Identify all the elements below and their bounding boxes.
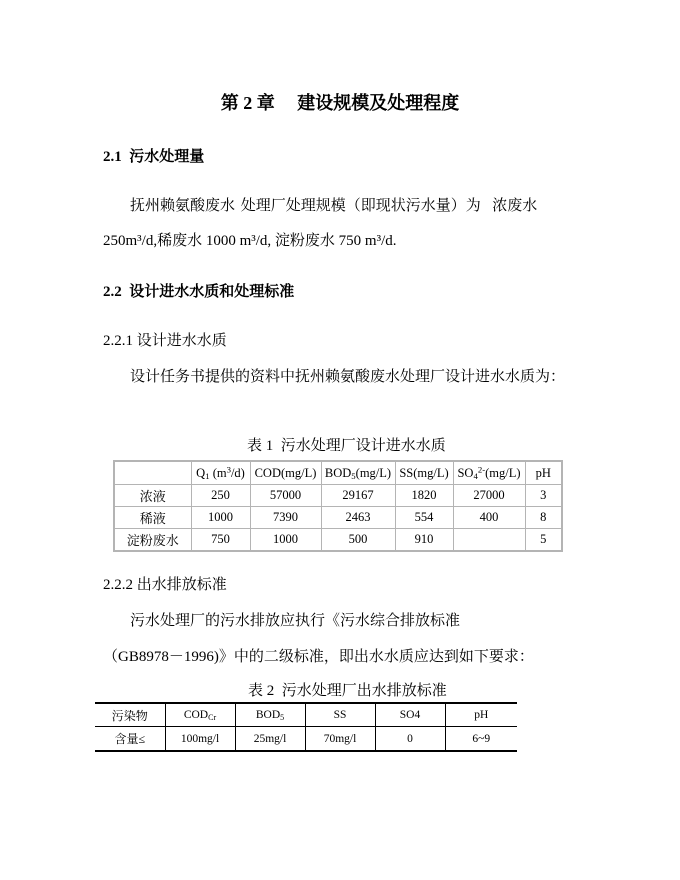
header-q1-sup: 3 <box>226 464 231 475</box>
table-cell: 8 <box>525 507 562 529</box>
table-cell: 1000 <box>250 529 321 552</box>
header-so4-unit: (mg/L) <box>485 465 521 480</box>
table-row-concentrated <box>114 485 562 507</box>
section-2-1-heading: 2.1 污水处理量 <box>103 149 205 165</box>
section-2-2-heading: 2.2 设计进水水质和处理标准 <box>103 284 295 300</box>
header-so4-text: SO <box>457 465 474 480</box>
table-cell: 25mg/l <box>235 727 305 752</box>
table-header-row <box>95 703 517 727</box>
table-cell: 70mg/l <box>305 727 375 752</box>
table-header-row <box>114 461 562 485</box>
header-bod5 <box>235 703 305 727</box>
table-row-content-limit <box>95 727 517 752</box>
table-cell: 浓液 <box>114 485 191 507</box>
table-cell: 0 <box>375 727 445 752</box>
header-bod5-sub: 5 <box>351 470 356 481</box>
section-2-2-2-paragraph-line1: 污水处理厂的污水排放应执行《污水综合排放标准 <box>130 613 461 629</box>
header-pollutant: 污染物 <box>95 703 165 727</box>
header-bod5 <box>321 461 395 485</box>
table2-caption: 表 2 污水处理厂出水排放标准 <box>248 683 447 699</box>
table-row-dilute <box>114 507 562 529</box>
table-cell: 6~9 <box>445 727 517 752</box>
table-cell: 淀粉废水 <box>114 529 191 552</box>
header-bod5-unit: (mg/L) <box>355 465 392 480</box>
header-codcr-text: COD <box>183 709 209 721</box>
table-cell: 2463 <box>321 507 395 529</box>
header-q1-sub: 1 <box>205 470 210 481</box>
section-2-1-paragraph-line1: 抚州赖氨酸废水 处理厂处理规模（即现状污水量）为 浓废水 <box>130 198 538 214</box>
header-ss: SS <box>305 703 375 727</box>
table-cell <box>453 529 525 552</box>
header-q1-unit: (m <box>209 465 227 480</box>
table1-caption: 表 1 污水处理厂设计进水水质 <box>247 438 446 454</box>
header-so4-sup: 2- <box>477 464 486 475</box>
section-2-2-1-heading: 2.2.1 设计进水水质 <box>103 333 227 349</box>
discharge-standard-table <box>95 702 517 752</box>
table-cell: 500 <box>321 529 395 552</box>
table-cell: 27000 <box>453 485 525 507</box>
header-ph: pH <box>445 703 517 727</box>
section-2-2-2-paragraph-line2: （GB8978－1996)》中的二级标准，即出水水质应达到如下要求： <box>103 649 534 665</box>
header-bod5-text: BOD <box>255 709 281 721</box>
table-cell: 554 <box>395 507 453 529</box>
section-2-2-1-paragraph: 设计任务书提供的资料中抚州赖氨酸废水处理厂设计进水水质为： <box>130 369 566 385</box>
table-cell: 含量≤ <box>114 732 146 746</box>
header-so4 <box>453 461 525 485</box>
table-cell: 29167 <box>321 485 395 507</box>
header-q1-unit-tail: /d) <box>230 465 245 480</box>
header-q1-text: Q <box>196 465 206 480</box>
header-bod5-sub: 5 <box>280 713 285 722</box>
header-codcr <box>165 703 235 727</box>
chapter-title: 第 2 章 建设规模及处理程度 <box>220 93 460 113</box>
header-so4-sub: 4 <box>473 470 478 481</box>
header-so4: SO4 <box>375 703 445 727</box>
table-cell: 稀液 <box>114 507 191 529</box>
table-cell: 3 <box>525 485 562 507</box>
table-cell: 1820 <box>395 485 453 507</box>
header-codcr-sub: Cr <box>208 713 217 722</box>
influent-quality-table <box>113 460 563 552</box>
header-ph: pH <box>525 461 562 485</box>
table-cell: 5 <box>525 529 562 552</box>
table-cell: 7390 <box>250 507 321 529</box>
table-cell: 750 <box>191 529 250 552</box>
table-row-starch <box>114 529 562 552</box>
table-cell: 910 <box>395 529 453 552</box>
table-cell: 400 <box>453 507 525 529</box>
table-cell: 1000 <box>191 507 250 529</box>
section-2-2-2-heading: 2.2.2 出水排放标准 <box>103 577 227 593</box>
header-ss: SS(mg/L) <box>395 461 453 485</box>
header-q1 <box>191 461 250 485</box>
table-cell: 100mg/l <box>165 727 235 752</box>
table-cell: 57000 <box>250 485 321 507</box>
header-cod: COD(mg/L) <box>250 461 321 485</box>
header-corner-cell <box>114 461 191 485</box>
section-2-1-paragraph-line2: 250m³/d,稀废水 1000 m³/d, 淀粉废水 750 m³/d. <box>103 233 397 249</box>
header-bod5-text: BOD <box>324 465 352 480</box>
table-cell: 250 <box>191 485 250 507</box>
